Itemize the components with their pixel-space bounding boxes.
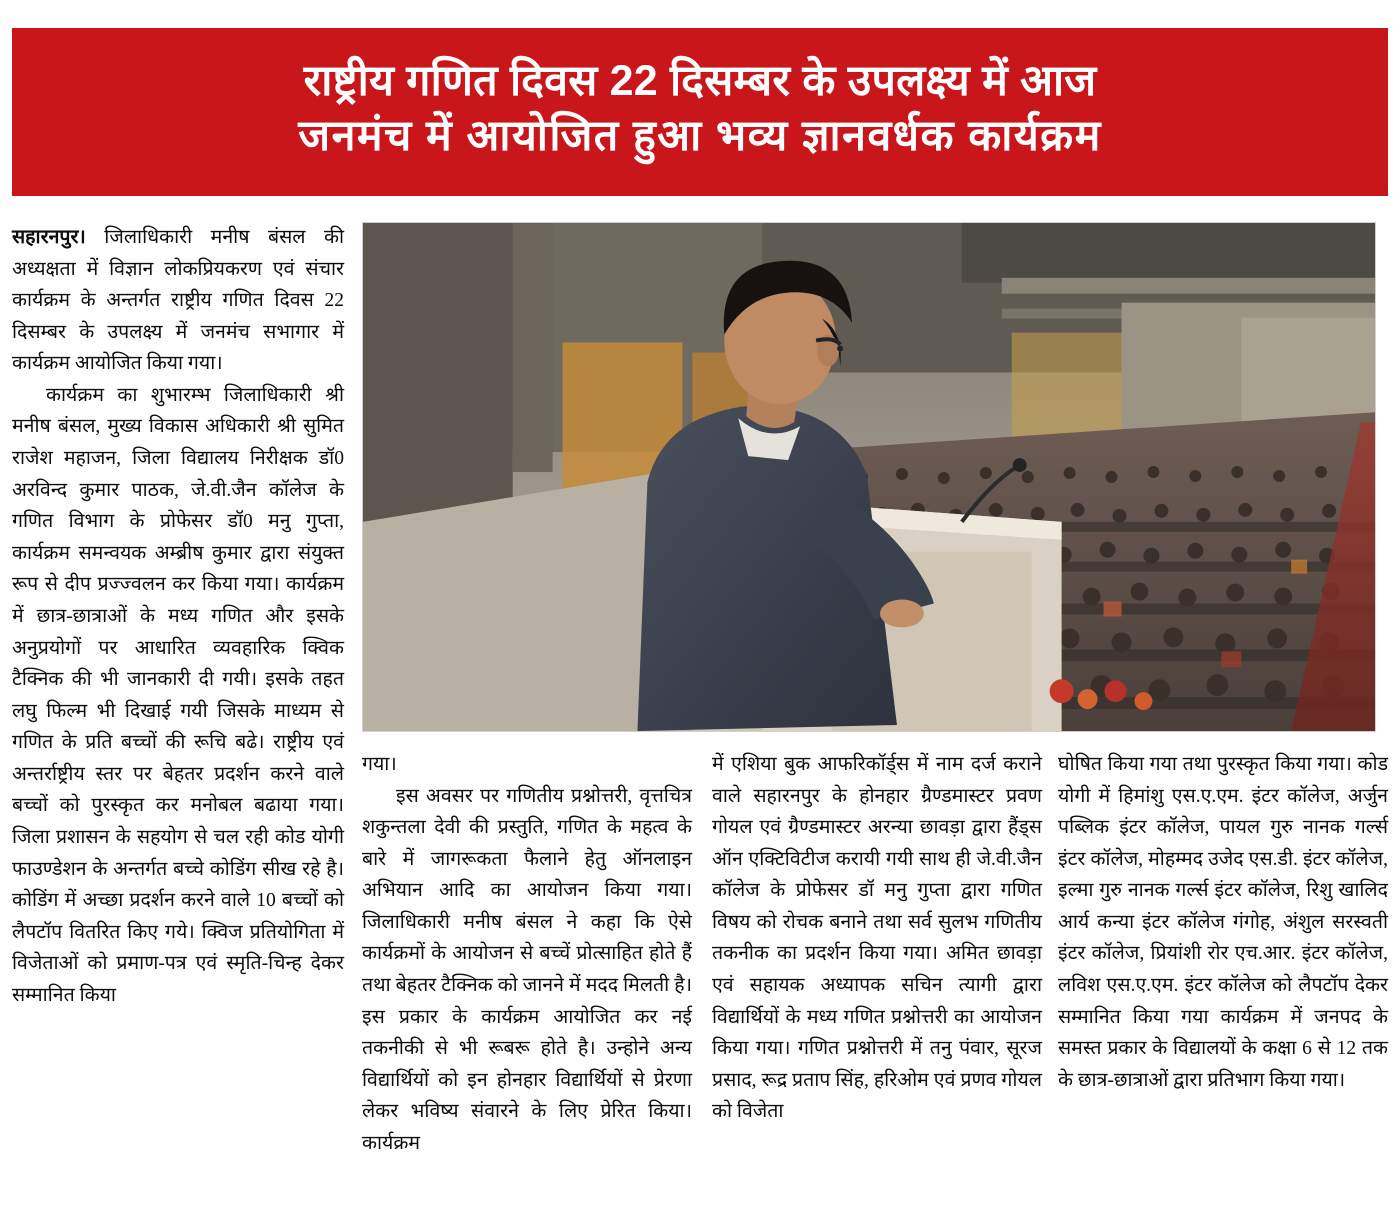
article-column-2 xyxy=(362,749,692,1160)
article-column-3 xyxy=(712,749,1042,1128)
article-paragraph: घोषित किया गया तथा पुरस्कृत किया गया। कोड योगी में हिमांशु एस.ए.एम. इंटर कॉलेज, अर्जुन पब्लिक इंटर कॉलेज, पायल गुरु नानक गर्ल्स इंटर कॉलेज, मोहम्मद उजेद एस.डी. इंटर कॉलेज, इल्मा गुरु नानक गर्ल्स इंटर कॉलेज, रिशु खालिद आर्य कन्या इंटर कॉलेज गंगोह, अंशुल सरस्वती इंटर कॉलेज, प्रियांशी रोर एच.आर. इंटर कॉलेज, लविश एस.ए.एम. इंटर कॉलेज को लैपटॉप देकर सम्मानित किया गया कार्यक्रम में जनपद के समस्त प्रकार के विद्यालयों के कक्षा 6 से 12 तक के छात्र-छात्राओं द्वारा प्रतिभाग किया गया। xyxy=(1058,754,1388,1091)
article-paragraph xyxy=(12,222,344,380)
headline-line-1: राष्ट्रीय गणित दिवस 22 दिसम्बर के उपलक्ष्य में आज xyxy=(303,56,1097,105)
headline-banner xyxy=(12,28,1388,196)
article-body xyxy=(12,222,1388,1212)
article-paragraph: गया। xyxy=(362,754,397,775)
paragraph-text: जिलाधिकारी मनीष बंसल की अध्यक्षता में विज्ञान लोकप्रियकरण एवं संचार कार्यक्रम के अन्तर्गत राष्ट्रीय गणित दिवस 22 दिसम्बर के उपलक्ष्य में जनमंच सभागार में कार्यक्रम आयोजित किया गया। xyxy=(12,227,344,375)
article-paragraph: इस अवसर पर गणितीय प्रश्नोत्तरी, वृत्तचित्र शकुन्तला देवी की प्रस्तुति, गणित के महत्व के बारे में जागरूकता फैलाने हेतु ऑनलाइन अभियान आदि का आयोजन किया गया। जिलाधिकारी मनीष बंसल ने कहा कि ऐसे कार्यक्रमों के आयोजन से बच्चें प्रोत्साहित होते हैं तथा बेहतर टैक्निक को जानने में मदद मिलती है। इस प्रकार के कार्यक्रम आयोजित कर नई तकनीकी से भी रूबरू होते है। उन्होने अन्य विद्यार्थियों को इन होनहार विद्यार्थियों से प्रेरणा लेकर भविष्य संवारने के लिए प्रेरित किया। कार्यक्रम xyxy=(362,785,692,1154)
article-column-1 xyxy=(12,222,344,1011)
article-paragraph: कार्यक्रम का शुभारम्भ जिलाधिकारी श्री मनीष बंसल, मुख्य विकास अधिकारी श्री सुमित राजेश महाजन, जिला विद्यालय निरीक्षक डॉ0 अरविन्द कुमार पाठक, जे.वी.जैन कॉलेज के गणित विभाग के प्रोफेसर डॉ0 मनु गुप्ता, कार्यक्रम समन्वयक अम्ब्रीष कुमार द्वारा संयुक्त रूप से दीप प्रज्ज्वलन कर किया गया। कार्यक्रम में छात्र-छात्राओं के मध्य गणित और इसके अनुप्रयोगों पर आधारित व्यवहारिक क्विक टैक्निक की भी जानकारी दी गयी। इसके तहत लघु फिल्म भी दिखाई गयी जिसके माध्यम से गणित के प्रति बच्चों की रूचि बढे। राष्ट्रीय एवं अन्तर्राष्ट्रीय स्तर पर बेहतर प्रदर्शन करने वाले बच्चों को पुरस्कृत कर मनोबल बढाया गया। जिला प्रशासन के सहयोग से चल रही कोड योगी फाउण्डेशन के अन्तर्गत बच्चे कोडिंग सीख रहे है। कोडिंग में अच्छा प्रदर्शन करने वाले 10 बच्चों को लैपटॉप वितरित किए गये। क्विज प्रतियोगिता में विजेताओं को प्रमाण-पत्र एवं स्मृति-चिन्ह देकर सम्मानित किया xyxy=(12,384,344,1006)
dateline: सहारनपुर। xyxy=(12,227,86,248)
article-paragraph: में एशिया बुक आफरिकॉर्ड्स में नाम दर्ज कराने वाले सहारनपुर के होनहार ग्रैण्डमास्टर प्रवण गोयल एवं ग्रैण्डमास्टर अरन्या छावड़ा द्वारा हैंड्स ऑन एक्टिविटीज करायी गयी साथ ही जे.वी.जैन कॉलेज के प्रोफेसर डॉ मनु गुप्ता द्वारा गणित विषय को रोचक बनाने तथा सर्व सुलभ गणितीय तकनीक का प्रदर्शन किया गया। अमित छावड़ा एवं सहायक अध्यापक सचिन त्यागी द्वारा विद्यार्थियों के मध्य गणित प्रश्नोत्तरी का आयोजन किया गया। गणित प्रश्नोत्तरी में तनु पंवार, सूरज प्रसाद, रूद्र प्रताप सिंह, हरिओम एवं प्रणव गोयल को विजेता xyxy=(712,754,1042,1123)
headline-line-2: जनमंच में आयोजित हुआ भव्य ज्ञानवर्धक कार्यक्रम xyxy=(298,112,1102,160)
article-column-4 xyxy=(1058,749,1388,1096)
